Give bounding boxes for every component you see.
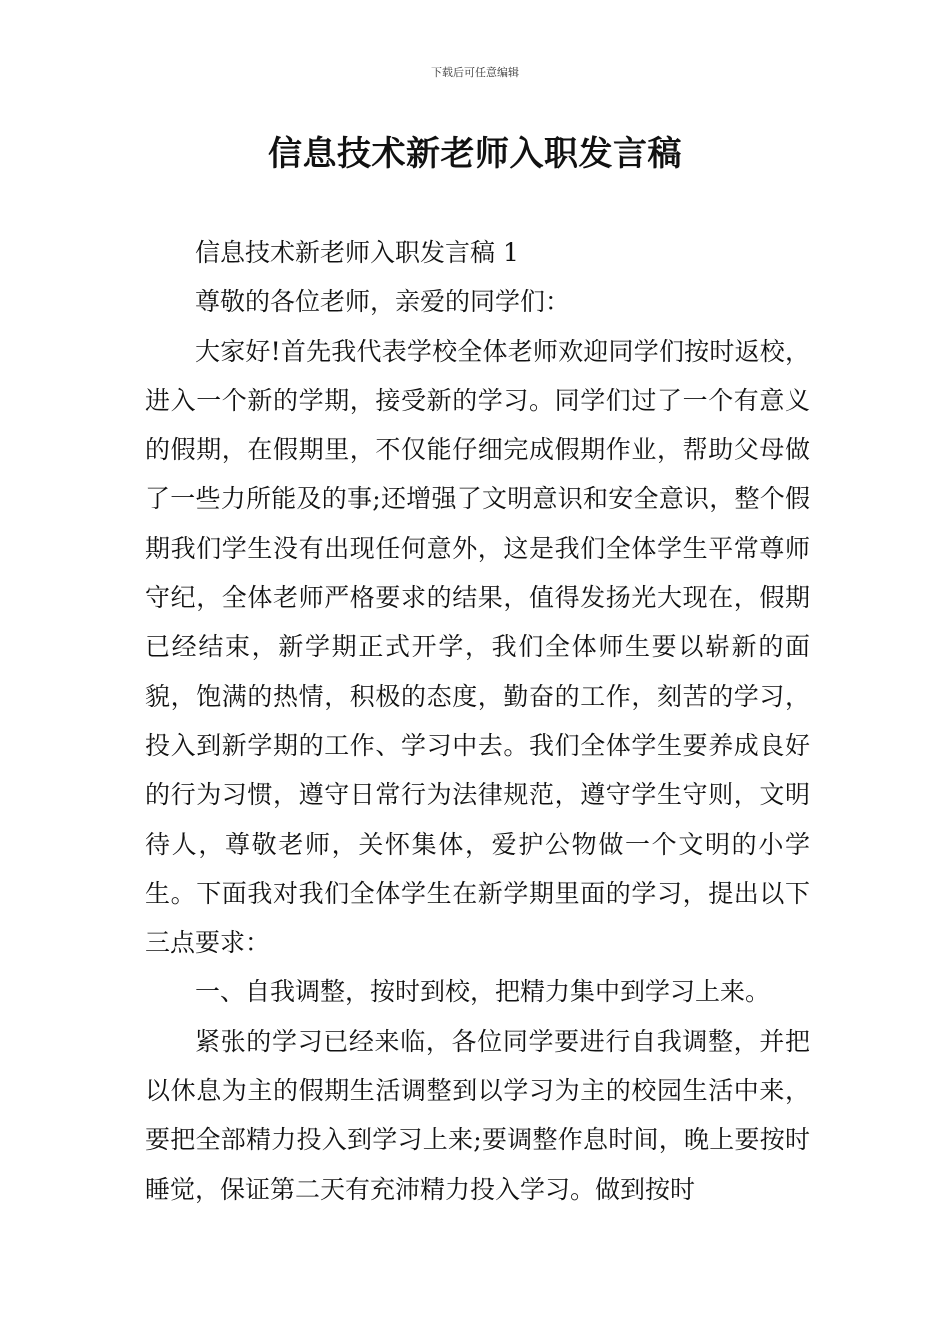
header-note: 下载后可任意编辑 bbox=[431, 66, 519, 79]
paragraph-greeting: 尊敬的各位老师，亲爱的同学们： bbox=[195, 287, 571, 317]
paragraph: 大家好!首先我代表学校全体老师欢迎同学们按时返校，进入一个新的学期，接受新的学习。同学们过了一个有意义的假期，在假期里，不仅能仔细完成假期作业，帮助父母做了一些力所能及的事;还增强了文明意识和安全意识，整个假期我们学生没有出现任何意外，这是我们全体学生平常尊师守纪，全体老师严格要求的结果，值得发扬光大现在，假期已经结束，新学期正式开学，我们全体师生要以崭新的面貌，饱满的热情，积极的态度，勤奋的工作，刻苦的学习，投入到新学期的工作、学习中去。我们全体学生要养成良好的行为习惯，遵守日常行为法律规范，遵守学生守则，文明待人，尊敬老师，关怀集体，爱护公物做一个文明的小学生。下面我对我们全体学生在新学期里面的学习，提出以下三点要求： bbox=[145, 336, 810, 958]
document-body bbox=[145, 228, 810, 1214]
paragraph-subtitle: 信息技术新老师入职发言稿 1 bbox=[195, 238, 519, 267]
paragraph-heading: 一、自我调整，按时到校，把精力集中到学习上来。 bbox=[195, 977, 771, 1007]
paragraph: 紧张的学习已经来临，各位同学要进行自我调整，并把以休息为主的假期生活调整到以学习为主的校园生活中来，要把全部精力投入到学习上来;要调整作息时间，晚上要按时睡觉，保证第二天有充沛精力投入学习。做到按时 bbox=[145, 1026, 810, 1204]
document-title: 信息技术新老师入职发言稿 bbox=[268, 134, 682, 174]
